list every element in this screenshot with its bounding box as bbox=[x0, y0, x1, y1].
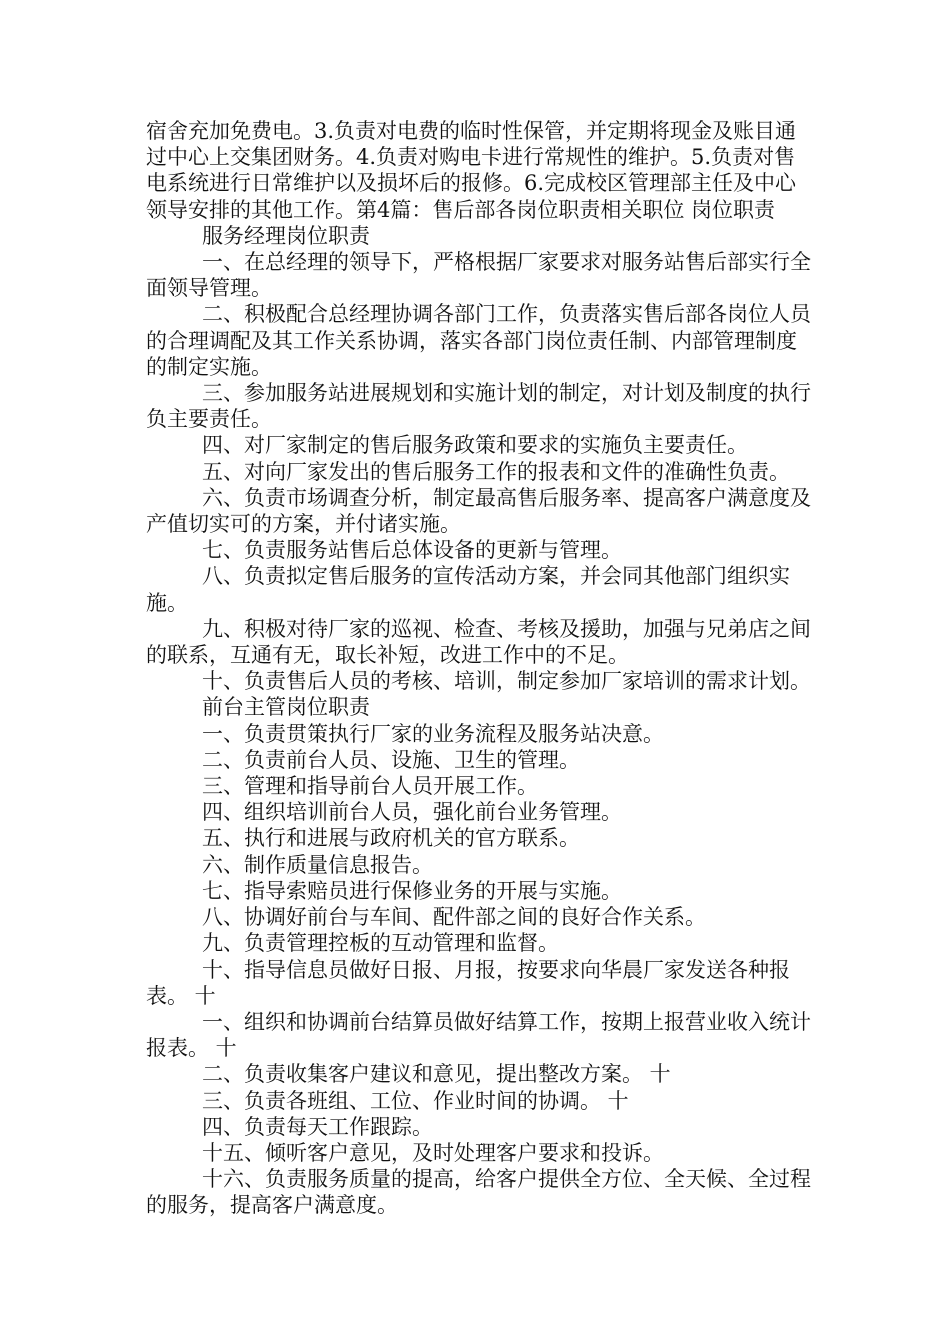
front-desk-item: 三、管理和指导前台人员开展工作。 bbox=[202, 774, 538, 799]
service-manager-item: 五、对向厂家发出的售后服务工作的报表和文件的准确性负责。 bbox=[202, 459, 790, 484]
front-desk-item: 九、负责管理控板的互动管理和监督。 bbox=[202, 931, 559, 956]
intro-paragraph: 宿舍充加免费电。3.负责对电费的临时性保管，并定期将现金及账目通过中心上交集团财务。4.负责对购电卡进行常规性的维护。5.负责对售电系统进行日常维护以及损坏后的报修。6.完成校区管理部主任及中心领导安排的其他工作。第4篇：售后部各岗位职责相关职位 岗位职责 bbox=[146, 119, 797, 222]
front-desk-item: 四、组织培训前台人员，强化前台业务管理。 bbox=[202, 800, 622, 825]
front-desk-item: 六、制作质量信息报告。 bbox=[202, 852, 433, 877]
front-desk-heading: 前台主管岗位职责 bbox=[202, 695, 370, 720]
front-desk-item: 二、负责收集客户建议和意见，提出整改方案。 十 bbox=[202, 1062, 671, 1087]
service-manager-item: 四、对厂家制定的售后服务政策和要求的实施负主要责任。 bbox=[202, 433, 748, 458]
service-manager-item: 七、负责服务站售后总体设备的更新与管理。 bbox=[202, 538, 622, 563]
front-desk-item: 十六、负责服务质量的提高，给客户提供全方位、全天候、全过程的服务，提高客户满意度。 bbox=[146, 1167, 811, 1218]
service-manager-item: 二、积极配合总经理协调各部门工作，负责落实售后部各岗位人员的合理调配及其工作关系协调，落实各部门岗位责任制、内部管理制度的制定实施。 bbox=[146, 302, 811, 379]
front-desk-item: 二、负责前台人员、设施、卫生的管理。 bbox=[202, 747, 580, 772]
front-desk-item: 五、执行和进展与政府机关的官方联系。 bbox=[202, 826, 580, 851]
front-desk-item: 三、负责各班组、工位、作业时间的协调。 十 bbox=[202, 1088, 629, 1113]
front-desk-item: 八、协调好前台与车间、配件部之间的良好合作关系。 bbox=[202, 905, 706, 930]
service-manager-heading: 服务经理岗位职责 bbox=[202, 223, 370, 248]
document-body bbox=[146, 118, 814, 1219]
front-desk-item: 七、指导索赔员进行保修业务的开展与实施。 bbox=[202, 878, 622, 903]
service-manager-item: 六、负责市场调查分析，制定最高售后服务率、提高客户满意度及产值切实可的方案，并付诸实施。 bbox=[146, 485, 811, 537]
front-desk-item: 四、负责每天工作跟踪。 bbox=[202, 1114, 433, 1139]
front-desk-item: 一、组织和协调前台结算员做好结算工作，按期上报营业收入统计报表。 十 bbox=[146, 1009, 811, 1061]
front-desk-item: 一、负责贯策执行厂家的业务流程及服务站决意。 bbox=[202, 721, 664, 746]
service-manager-item: 八、负责拟定售后服务的宣传活动方案，并会同其他部门组织实施。 bbox=[146, 564, 790, 615]
service-manager-item: 十、负责售后人员的考核、培训，制定参加厂家培训的需求计划。 bbox=[202, 669, 811, 694]
service-manager-item: 一、在总经理的领导下，严格根据厂家要求对服务站售后部实行全面领导管理。 bbox=[146, 250, 811, 301]
front-desk-item: 十五、倾听客户意见，及时处理客户要求和投诉。 bbox=[202, 1140, 664, 1165]
front-desk-item: 十、指导信息员做好日报、月报，按要求向华晨厂家发送各种报表。 十 bbox=[146, 957, 790, 1008]
service-manager-item: 九、积极对待厂家的巡视、检查、考核及援助，加强与兄弟店之间的联系，互通有无，取长补短，改进工作中的不足。 bbox=[146, 616, 811, 668]
service-manager-item: 三、参加服务站进展规划和实施计划的制定，对计划及制度的执行负主要责任。 bbox=[146, 381, 811, 432]
